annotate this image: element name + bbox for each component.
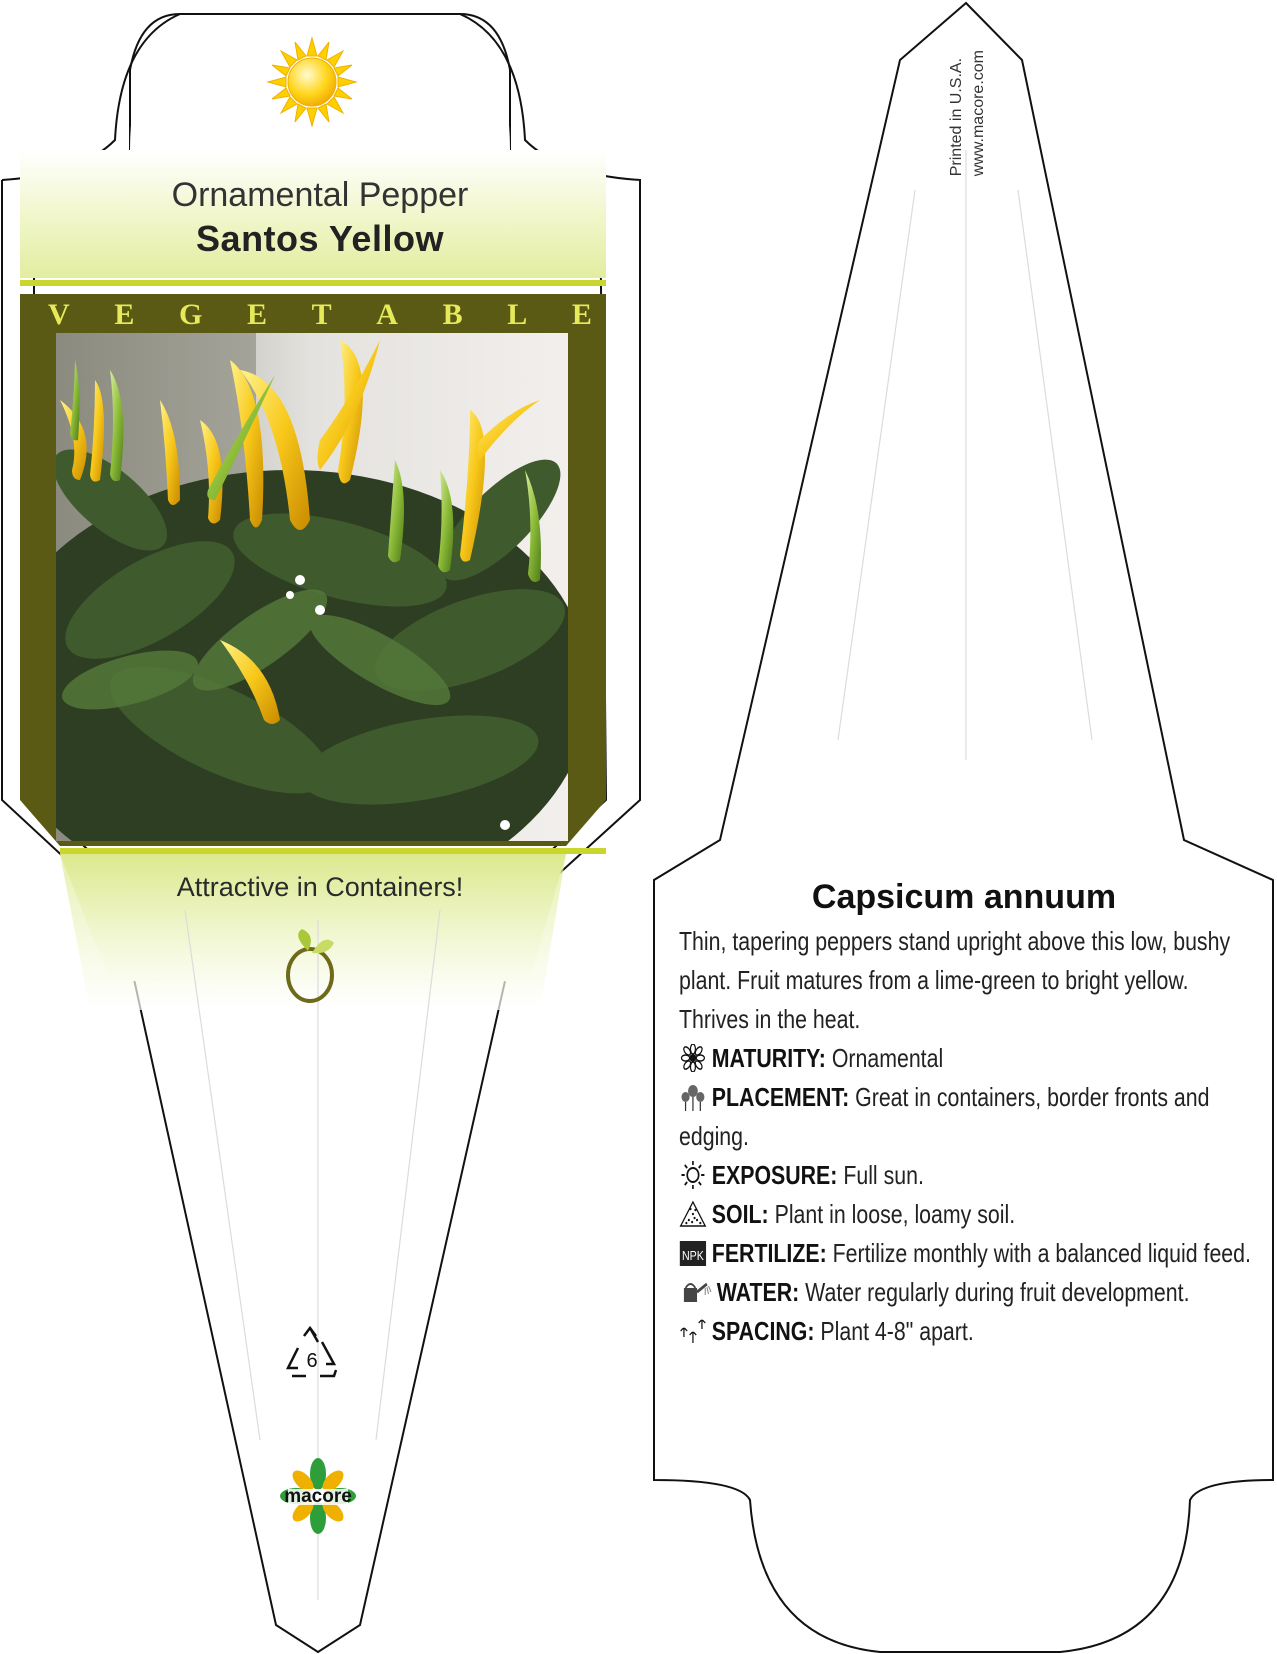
category-letter: E (571, 298, 592, 331)
category-letter: E (246, 298, 267, 331)
website: www.macore.com (970, 50, 987, 177)
exposure-sun-icon (679, 1161, 707, 1189)
npk-fertilizer-icon (679, 1239, 707, 1267)
category-banner (34, 298, 606, 332)
common-name: Ornamental Pepper (171, 176, 469, 214)
category-letter: B (442, 298, 463, 331)
care-label: EXPOSURE: (711, 1160, 838, 1190)
category-letter: L (507, 298, 528, 331)
care-label: SPACING: (711, 1316, 815, 1346)
category-letter: V (48, 298, 70, 331)
care-label: FERTILIZE: (711, 1238, 827, 1268)
care-value: Great in containers, border fronts and edging. (679, 1082, 1210, 1151)
care-row-spacing (679, 1312, 1259, 1351)
care-value: Plant 4-8" apart. (820, 1316, 974, 1346)
soil-pile-icon (679, 1200, 707, 1228)
care-label: SOIL: (711, 1199, 769, 1229)
botanical-name: Capsicum annuum (811, 878, 1117, 916)
care-row-fertilize (679, 1234, 1259, 1273)
recycle-code: 6 (306, 1350, 318, 1372)
care-row-exposure (679, 1156, 1259, 1195)
care-row-water (679, 1273, 1259, 1312)
printed-in: Printed in U.S.A. (948, 57, 965, 177)
pepper-photo (0, 333, 590, 910)
care-value: Plant in loose, loamy soil. (774, 1199, 1016, 1229)
care-label: MATURITY: (711, 1043, 826, 1073)
brand-logo-text: macore (284, 1486, 352, 1507)
care-row-maturity (679, 1039, 1259, 1078)
care-text (679, 922, 1259, 1351)
npk-label: NPK (681, 1247, 704, 1264)
care-row-soil (679, 1195, 1259, 1234)
care-value: Full sun. (843, 1160, 924, 1190)
watering-can-icon (679, 1278, 712, 1306)
spacing-seedlings-icon (679, 1317, 707, 1345)
description: Thin, tapering peppers stand upright above this low, bushy plant. Fruit matures from a lime-green to bright yellow. Thrives in the heat. (679, 926, 1231, 1034)
category-letter: A (376, 298, 398, 331)
maturity-flower-icon (679, 1044, 707, 1072)
variety-name: Santos Yellow (196, 218, 444, 259)
tagline: Attractive in Containers! (176, 872, 464, 902)
printed-info (946, 50, 990, 176)
category-letter: G (178, 298, 203, 331)
placement-flowers-icon (679, 1083, 707, 1111)
care-label: PLACEMENT: (711, 1082, 850, 1112)
care-value: Ornamental (831, 1043, 944, 1073)
care-label: WATER: (716, 1277, 800, 1307)
care-row-placement (679, 1078, 1259, 1156)
sun-icon (268, 38, 356, 126)
care-value: Water regularly during fruit development. (805, 1277, 1190, 1307)
category-letter: T (311, 298, 332, 331)
category-letter: E (114, 298, 135, 331)
care-value: Fertilize monthly with a balanced liquid feed. (832, 1238, 1251, 1268)
back-tag-outline (654, 3, 1273, 1652)
